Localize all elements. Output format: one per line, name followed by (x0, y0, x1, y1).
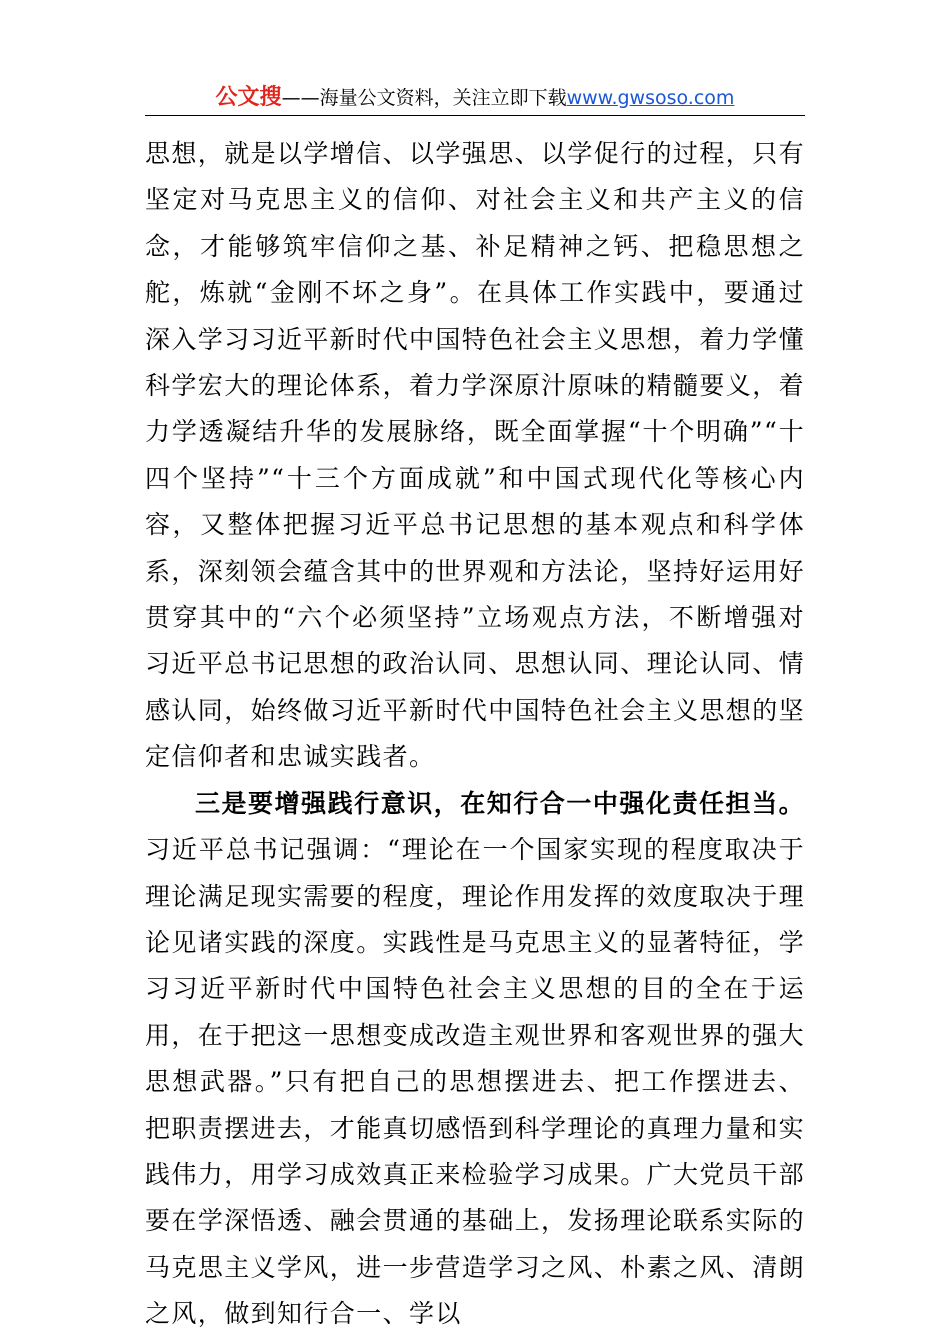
paragraph-continuation (145, 131, 805, 781)
page-header (145, 84, 805, 114)
section-heading-lead: 三是要增强践行意识，在知行合一中强化责任担当。 (195, 788, 805, 818)
header-tagline: ——海量公文资料，关注立即下载 (281, 87, 567, 109)
site-link[interactable]: www.gwsoso.com (566, 87, 735, 109)
document-body (145, 131, 805, 1338)
brand-logo-text: 公文搜 (215, 85, 282, 110)
paragraph-text: 习近平总书记强调：“理论在一个国家实现的程度取决于理论满足现实需要的程度，理论作用发挥的效度取决于理论见诸实践的深度。实践性是马克思主义的显著特征，学习习近平新时代中国特色社会主义思想的目的全在于运用，在于把这一思想变成改造主观世界和客观世界的强大思想武器。”只有把自己的思想摆进去、把工作摆进去、把职责摆进去，才能真切感悟到科学理论的真理力量和实践伟力，用学习成效真正来检验学习成果。广大党员干部要在学深悟透、融会贯通的基础上，发扬理论联系实际的马克思主义学风，进一步营造学习之风、朴素之风、清朗之风，做到知行合一、学以 (145, 835, 806, 1329)
paragraph-text: 思想，就是以学增信、以学强思、以学促行的过程，只有坚定对马克思主义的信仰、对社会主义和共产主义的信念，才能够筑牢信仰之基、补足精神之钙、把稳思想之舵，炼就“金刚不坏之身”。在具体工作实践中，要通过深入学习习近平新时代中国特色社会主义思想，着力学懂科学宏大的理论体系，着力学深原汁原味的精髓要义，着力学透凝结升华的发展脉络，既全面掌握“十个明确”“十四个坚持”“十三个方面成就”和中国式现代化等核心内容，又整体把握习近平总书记思想的基本观点和科学体系，深刻领会蕴含其中的世界观和方法论，坚持好运用好贯穿其中的“六个必须坚持”立场观点方法，不断增强对习近平总书记思想的政治认同、思想认同、理论认同、情感认同，始终做习近平新时代中国特色社会主义思想的坚定信仰者和忠诚实践者。 (145, 139, 806, 772)
paragraph-section-three (145, 781, 805, 1338)
header-divider (145, 115, 805, 116)
